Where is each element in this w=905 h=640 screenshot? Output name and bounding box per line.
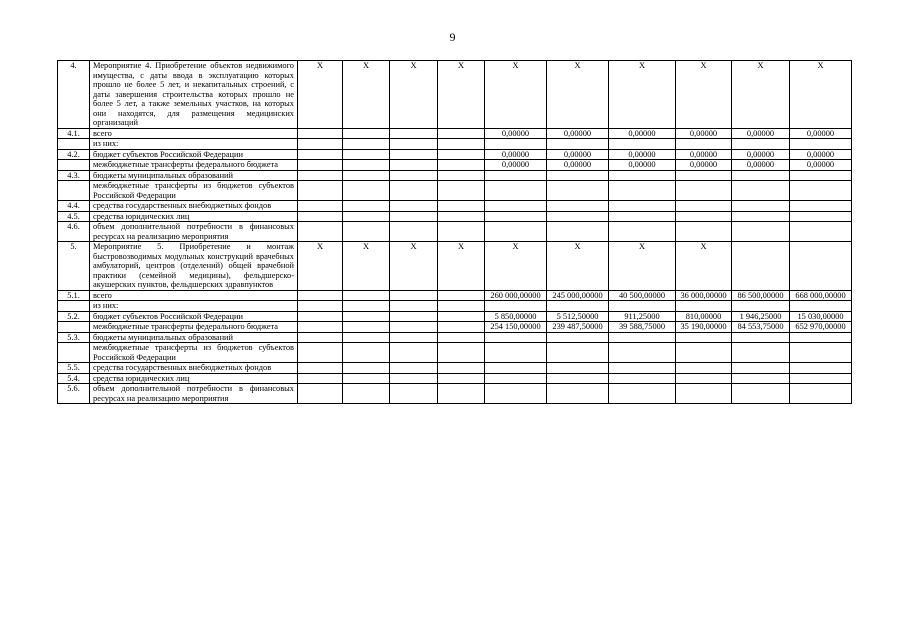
value-cell	[390, 301, 438, 312]
value-cell	[298, 311, 343, 322]
value-cell	[676, 363, 732, 374]
value-cell	[485, 170, 547, 181]
value-cell	[485, 201, 547, 212]
table-row	[58, 332, 852, 343]
row-description: межбюджетные трансферты из бюджетов субъектов Российской Федерации	[90, 181, 298, 201]
value-cell	[298, 384, 343, 404]
value-cell: X	[343, 242, 390, 291]
value-cell: X	[438, 242, 485, 291]
value-cell	[438, 139, 485, 150]
value-cell	[390, 211, 438, 222]
row-number	[58, 181, 90, 201]
row-description: средства государственных внебюджетных фондов	[90, 201, 298, 212]
value-cell	[732, 201, 790, 212]
value-cell	[298, 160, 343, 171]
value-cell	[438, 201, 485, 212]
value-cell	[343, 363, 390, 374]
value-cell	[676, 332, 732, 343]
value-cell	[438, 170, 485, 181]
row-description: всего	[90, 290, 298, 301]
value-cell: 0,00000	[676, 149, 732, 160]
row-number: 5.3.	[58, 332, 90, 343]
value-cell	[609, 170, 676, 181]
value-cell	[298, 343, 343, 363]
value-cell	[485, 384, 547, 404]
row-description: бюджеты муниципальных образований	[90, 170, 298, 181]
row-number: 5.1.	[58, 290, 90, 301]
value-cell: 0,00000	[790, 160, 852, 171]
row-description: средства государственных внебюджетных фондов	[90, 363, 298, 374]
row-number: 4.1.	[58, 128, 90, 139]
value-cell	[790, 222, 852, 242]
value-cell	[609, 201, 676, 212]
value-cell	[676, 170, 732, 181]
value-cell: 0,00000	[547, 128, 609, 139]
page-number: 9	[449, 30, 456, 44]
value-cell	[298, 363, 343, 374]
value-cell	[343, 332, 390, 343]
row-description: из них:	[90, 301, 298, 312]
value-cell	[438, 301, 485, 312]
value-cell: X	[732, 61, 790, 129]
value-cell	[790, 211, 852, 222]
value-cell: X	[438, 61, 485, 129]
value-cell	[343, 211, 390, 222]
row-description: межбюджетные трансферты федерального бюджета	[90, 160, 298, 171]
value-cell	[547, 211, 609, 222]
value-cell	[298, 222, 343, 242]
value-cell: X	[676, 242, 732, 291]
value-cell: 0,00000	[547, 149, 609, 160]
value-cell	[390, 139, 438, 150]
table-row	[58, 211, 852, 222]
value-cell: X	[676, 61, 732, 129]
value-cell	[438, 181, 485, 201]
table-row	[58, 322, 852, 333]
row-number: 4.3.	[58, 170, 90, 181]
value-cell	[390, 160, 438, 171]
value-cell	[438, 149, 485, 160]
value-cell: 810,00000	[676, 311, 732, 322]
table-row	[58, 343, 852, 363]
value-cell	[547, 384, 609, 404]
value-cell	[609, 373, 676, 384]
value-cell: 1 946,25000	[732, 311, 790, 322]
value-cell	[343, 343, 390, 363]
value-cell	[298, 322, 343, 333]
table-row	[58, 290, 852, 301]
value-cell	[298, 149, 343, 160]
value-cell	[390, 222, 438, 242]
value-cell	[438, 160, 485, 171]
value-cell	[485, 363, 547, 374]
row-description: из них:	[90, 139, 298, 150]
value-cell	[732, 211, 790, 222]
value-cell	[790, 301, 852, 312]
value-cell	[732, 384, 790, 404]
value-cell	[343, 290, 390, 301]
value-cell	[343, 301, 390, 312]
value-cell	[390, 311, 438, 322]
value-cell: X	[390, 61, 438, 129]
value-cell	[609, 384, 676, 404]
table-row	[58, 242, 852, 291]
value-cell: X	[609, 61, 676, 129]
value-cell	[790, 139, 852, 150]
value-cell: 245 000,00000	[547, 290, 609, 301]
value-cell	[676, 139, 732, 150]
value-cell	[298, 181, 343, 201]
value-cell: 260 000,00000	[485, 290, 547, 301]
row-number: 5.4.	[58, 373, 90, 384]
value-cell	[676, 211, 732, 222]
table-row	[58, 160, 852, 171]
value-cell	[343, 181, 390, 201]
value-cell	[438, 311, 485, 322]
row-number: 4.5.	[58, 211, 90, 222]
value-cell	[485, 332, 547, 343]
value-cell	[609, 139, 676, 150]
value-cell	[438, 290, 485, 301]
value-cell: 40 500,00000	[609, 290, 676, 301]
value-cell: 0,00000	[485, 128, 547, 139]
row-number	[58, 343, 90, 363]
value-cell	[390, 201, 438, 212]
value-cell: 0,00000	[732, 128, 790, 139]
value-cell: X	[609, 242, 676, 291]
value-cell	[343, 170, 390, 181]
value-cell: 0,00000	[676, 128, 732, 139]
value-cell	[343, 222, 390, 242]
value-cell	[732, 222, 790, 242]
value-cell: X	[485, 242, 547, 291]
row-number: 5.2.	[58, 311, 90, 322]
value-cell	[438, 128, 485, 139]
value-cell	[390, 332, 438, 343]
row-number	[58, 301, 90, 312]
value-cell	[343, 373, 390, 384]
value-cell	[390, 170, 438, 181]
value-cell: 0,00000	[790, 128, 852, 139]
value-cell	[732, 332, 790, 343]
value-cell	[343, 139, 390, 150]
value-cell	[343, 128, 390, 139]
row-number: 5.6.	[58, 384, 90, 404]
value-cell	[547, 301, 609, 312]
value-cell	[390, 290, 438, 301]
value-cell: 0,00000	[609, 128, 676, 139]
value-cell: X	[547, 61, 609, 129]
value-cell	[438, 222, 485, 242]
value-cell	[790, 181, 852, 201]
value-cell	[790, 170, 852, 181]
value-cell	[298, 139, 343, 150]
value-cell: 15 030,00000	[790, 311, 852, 322]
row-description: бюджеты муниципальных образований	[90, 332, 298, 343]
value-cell	[609, 211, 676, 222]
value-cell	[343, 160, 390, 171]
row-number: 4.	[58, 61, 90, 129]
value-cell: 0,00000	[732, 149, 790, 160]
value-cell	[438, 343, 485, 363]
value-cell	[485, 373, 547, 384]
value-cell	[343, 311, 390, 322]
row-description: средства юридических лиц	[90, 211, 298, 222]
value-cell	[732, 170, 790, 181]
value-cell	[547, 373, 609, 384]
value-cell	[298, 128, 343, 139]
value-cell	[676, 384, 732, 404]
row-number: 4.6.	[58, 222, 90, 242]
table-row	[58, 170, 852, 181]
value-cell	[298, 301, 343, 312]
value-cell: 35 190,00000	[676, 322, 732, 333]
value-cell: X	[547, 242, 609, 291]
value-cell	[547, 363, 609, 374]
value-cell	[485, 343, 547, 363]
table-row	[58, 373, 852, 384]
value-cell	[485, 301, 547, 312]
value-cell	[438, 211, 485, 222]
value-cell: X	[343, 61, 390, 129]
value-cell: X	[790, 61, 852, 129]
value-cell	[732, 181, 790, 201]
value-cell	[676, 181, 732, 201]
value-cell	[485, 211, 547, 222]
value-cell	[732, 373, 790, 384]
value-cell	[485, 181, 547, 201]
value-cell: 84 553,75000	[732, 322, 790, 333]
table-row	[58, 128, 852, 139]
value-cell	[676, 222, 732, 242]
table-row	[58, 181, 852, 201]
value-cell	[547, 332, 609, 343]
value-cell	[343, 201, 390, 212]
value-cell	[790, 373, 852, 384]
value-cell	[547, 170, 609, 181]
value-cell	[790, 384, 852, 404]
value-cell	[298, 290, 343, 301]
value-cell	[438, 384, 485, 404]
value-cell	[609, 343, 676, 363]
row-description: бюджет субъектов Российской Федерации	[90, 311, 298, 322]
value-cell	[438, 363, 485, 374]
value-cell	[298, 332, 343, 343]
value-cell	[485, 222, 547, 242]
value-cell	[438, 373, 485, 384]
row-number	[58, 139, 90, 150]
value-cell: 5 512,50000	[547, 311, 609, 322]
value-cell	[298, 373, 343, 384]
value-cell	[609, 301, 676, 312]
value-cell	[732, 363, 790, 374]
value-cell: X	[485, 61, 547, 129]
value-cell	[609, 181, 676, 201]
value-cell	[390, 128, 438, 139]
value-cell	[343, 384, 390, 404]
value-cell: 39 588,75000	[609, 322, 676, 333]
value-cell	[438, 332, 485, 343]
value-cell	[676, 201, 732, 212]
value-cell	[485, 139, 547, 150]
row-number: 5.	[58, 242, 90, 291]
value-cell	[732, 139, 790, 150]
value-cell	[732, 343, 790, 363]
row-description: межбюджетные трансферты федерального бюджета	[90, 322, 298, 333]
value-cell	[790, 332, 852, 343]
value-cell	[390, 181, 438, 201]
table-row	[58, 384, 852, 404]
value-cell	[298, 201, 343, 212]
value-cell	[547, 222, 609, 242]
row-description: объем дополнительной потребности в финансовых ресурсах на реализацию мероприятия	[90, 222, 298, 242]
row-description: межбюджетные трансферты из бюджетов субъектов Российской Федерации	[90, 343, 298, 363]
table-row	[58, 61, 852, 129]
value-cell: 652 970,00000	[790, 322, 852, 333]
row-description: всего	[90, 128, 298, 139]
table-row	[58, 201, 852, 212]
value-cell	[298, 170, 343, 181]
value-cell	[547, 181, 609, 201]
value-cell	[790, 343, 852, 363]
value-cell: 0,00000	[609, 160, 676, 171]
value-cell	[390, 384, 438, 404]
value-cell	[547, 139, 609, 150]
table-row	[58, 222, 852, 242]
value-cell	[609, 363, 676, 374]
row-number	[58, 322, 90, 333]
value-cell: 36 000,00000	[676, 290, 732, 301]
value-cell: 0,00000	[609, 149, 676, 160]
value-cell: 5 850,00000	[485, 311, 547, 322]
value-cell	[790, 201, 852, 212]
value-cell	[390, 373, 438, 384]
value-cell	[390, 322, 438, 333]
value-cell	[676, 301, 732, 312]
table-row	[58, 149, 852, 160]
value-cell	[298, 211, 343, 222]
row-description: Мероприятие 5. Приобретение и монтаж быстровозводимых модульных конструкций врачебных амбулаторий, центров (отделений) общей врачебной практики (семейной медицины), фельдшерско-акушерских пунктов, фельдшерских здравпунктов	[90, 242, 298, 291]
value-cell: 254 150,00000	[485, 322, 547, 333]
value-cell: 0,00000	[676, 160, 732, 171]
value-cell	[390, 343, 438, 363]
row-number: 4.2.	[58, 149, 90, 160]
value-cell	[343, 149, 390, 160]
value-cell	[609, 222, 676, 242]
table-row	[58, 301, 852, 312]
value-cell: X	[298, 61, 343, 129]
value-cell	[732, 301, 790, 312]
value-cell: 86 500,00000	[732, 290, 790, 301]
value-cell: 0,00000	[732, 160, 790, 171]
value-cell	[390, 149, 438, 160]
row-description: Мероприятие 4. Приобретение объектов недвижимого имущества, с даты ввода в эксплуатацию которых прошло не более 5 лет, и некапитальных строений, с даты завершения строительства которых прошло не более 5 лет, а также земельных участков, на которых они находятся, для размещения медицинских организаций	[90, 61, 298, 129]
row-description: бюджет субъектов Российской Федерации	[90, 149, 298, 160]
value-cell	[547, 343, 609, 363]
value-cell	[790, 242, 852, 291]
table-row	[58, 139, 852, 150]
budget-table	[57, 60, 852, 404]
value-cell: 239 487,50000	[547, 322, 609, 333]
value-cell: X	[390, 242, 438, 291]
value-cell	[676, 373, 732, 384]
value-cell: 0,00000	[790, 149, 852, 160]
row-description: объем дополнительной потребности в финансовых ресурсах на реализацию мероприятия	[90, 384, 298, 404]
value-cell: 0,00000	[485, 149, 547, 160]
value-cell: 0,00000	[547, 160, 609, 171]
row-number: 5.5.	[58, 363, 90, 374]
value-cell	[676, 343, 732, 363]
value-cell: X	[298, 242, 343, 291]
row-number	[58, 160, 90, 171]
value-cell	[390, 363, 438, 374]
table-row	[58, 363, 852, 374]
value-cell	[732, 242, 790, 291]
value-cell: 911,25000	[609, 311, 676, 322]
value-cell	[343, 322, 390, 333]
value-cell: 0,00000	[485, 160, 547, 171]
value-cell	[438, 322, 485, 333]
value-cell	[609, 332, 676, 343]
value-cell	[547, 201, 609, 212]
value-cell: 668 000,00000	[790, 290, 852, 301]
row-number: 4.4.	[58, 201, 90, 212]
row-description: средства юридических лиц	[90, 373, 298, 384]
table-row	[58, 311, 852, 322]
value-cell	[790, 363, 852, 374]
